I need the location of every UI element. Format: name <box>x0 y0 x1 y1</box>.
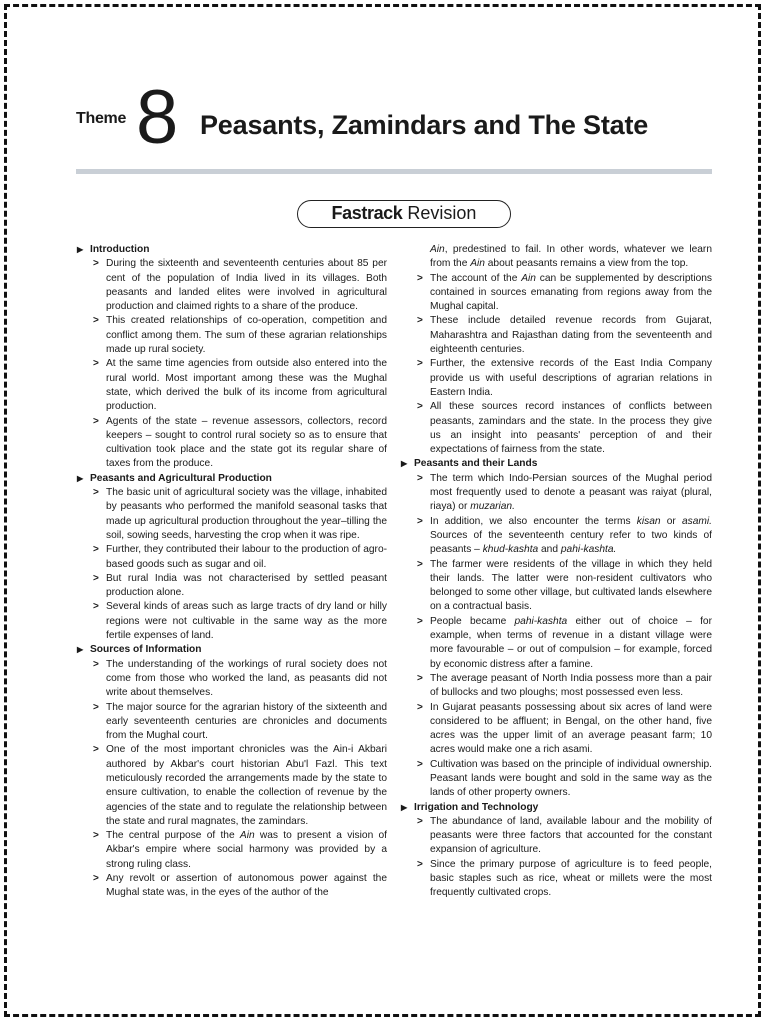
chevron-right-icon: > <box>417 472 423 484</box>
list-item: > Cultivation was based on the principle of individual ownership. Peasant lands were bought and sold in the same way as the lands of other property owners. <box>417 758 712 799</box>
chevron-right-icon: > <box>93 658 99 670</box>
chevron-right-icon: > <box>93 315 99 327</box>
chevron-right-icon: > <box>93 873 99 885</box>
list-item: > During the sixteenth and seventeenth centuries about 85 per cent of the population of India lived in its villages. Both peasants and landed elites were involved in agricultural production and claimed rights to a share of the produce. <box>93 258 387 313</box>
list-item: > Several kinds of areas such as large tracts of dry land or hilly regions were not cultivable in the same way as the more fertile expenses of land. <box>93 601 387 642</box>
triangle-bullet-icon: ▶ <box>401 802 408 812</box>
chevron-right-icon: > <box>417 315 423 327</box>
chevron-right-icon: > <box>417 672 423 684</box>
chevron-right-icon: > <box>417 815 423 827</box>
chevron-right-icon: > <box>417 858 423 870</box>
section-heading: ▶ Peasants and Agricultural Production <box>77 472 387 486</box>
list-item: > In addition, we also encounter the terms kisan or asami. Sources of the seventeenth century refer to two kinds of peasants – khud-kashta and pahi-kashta. <box>417 515 712 556</box>
list-item: > The farmer were residents of the village in which they held their lands. The latter were non-resident cultivators who belonged to some other village, but cultivated lands elsewhere on a contractual basis. <box>417 558 712 613</box>
chevron-right-icon: > <box>417 272 423 284</box>
list-item: > All these sources record instances of conflicts between peasants, zamindars and the state. In the process they give us an insight into peasants' perception of and their expectations of fairness from the state. <box>417 401 712 456</box>
section-heading: ▶ Sources of Information <box>77 643 387 657</box>
chevron-right-icon: > <box>93 830 99 842</box>
chevron-right-icon: > <box>93 487 99 499</box>
list-item: > Any revolt or assertion of autonomous power against the Mughal state was, in the eyes of the author of the <box>93 873 387 899</box>
chevron-right-icon: > <box>93 744 99 756</box>
chevron-right-icon: > <box>93 358 99 370</box>
continued-paragraph: Ain, predestined to fail. In other words, whatever we learn from the Ain about peasants remains a view from the top. <box>430 244 712 270</box>
list-item: > The major source for the agrarian history of the sixteenth and early seventeenth centuries are chronicles and documents from the Mughal court. <box>93 701 387 742</box>
chevron-right-icon: > <box>417 758 423 770</box>
chevron-right-icon: > <box>93 258 99 270</box>
list-item: > This created relationships of co-operation, competition and conflict among them. The sum of these agrarian relationships made up rural society. <box>93 315 387 356</box>
triangle-bullet-icon: ▶ <box>77 473 84 483</box>
theme-label: Theme <box>76 110 127 127</box>
banner-regular-text: Revision <box>402 203 477 223</box>
chevron-right-icon: > <box>93 601 99 613</box>
list-item: > One of the most important chronicles was the Ain-i Akbari authored by Akbar's court historian Abu'l Fazl. This text meticulously recorded the arrangements made by the state to ensure cultivation, to enable the collection of revenue by the agencies of the state and to regulate the relationship between the state and rural magnates, the zamindars. <box>93 744 387 827</box>
list-item: > The average peasant of North India possess more than a pair of bullocks and two ploughs; most possessed even less. <box>417 672 712 699</box>
triangle-bullet-icon: ▶ <box>401 459 408 469</box>
list-item: > At the same time agencies from outside also entered into the rural world. Most important among these was the Mughal state, which derived the bulk of its income from agricultural production. <box>93 358 387 413</box>
chevron-right-icon: > <box>417 401 423 413</box>
chevron-right-icon: > <box>417 515 423 527</box>
section-heading: ▶ Peasants and their Lands <box>401 457 712 471</box>
chevron-right-icon: > <box>93 701 99 713</box>
list-item: > The central purpose of the Ain was to present a vision of Akbar's empire where social harmony was provided by a strong ruling class. <box>93 830 387 870</box>
list-item: > Further, they contributed their labour to the production of agro-based goods such as sugar and oil. <box>93 544 387 570</box>
chevron-right-icon: > <box>417 558 423 570</box>
theme-number: 8 <box>136 75 177 160</box>
list-item: > Since the primary purpose of agriculture is to feed people, basic staples such as rice, wheat or millets were the most frequently cultivated crops. <box>417 858 712 899</box>
list-item: > The basic unit of agricultural society was the village, inhabited by peasants who performed the manifold seasonal tasks that made up agricultural production throughout the year–tilling the soil, sowing seeds, harvesting the crop when it was ripe. <box>93 487 387 541</box>
list-item: > But rural India was not characterised by settled peasant production alone. <box>93 572 387 599</box>
triangle-bullet-icon: ▶ <box>77 245 84 254</box>
chevron-right-icon: > <box>417 615 423 627</box>
list-item: > The account of the Ain can be supplemented by descriptions contained in sources emanating from regions away from the Mughal capital. <box>417 272 713 313</box>
page-title: Peasants, Zamindars and The State <box>200 110 649 140</box>
left-column <box>77 243 387 901</box>
list-item: > These include detailed revenue records from Gujarat, Maharashtra and Rajasthan dating from the seventeenth and eighteenth centuries. <box>417 315 712 356</box>
right-column <box>401 243 712 901</box>
list-item: > The understanding of the workings of rural society does not come from those who worked the land, as peasants did not write about themselves. <box>93 658 387 699</box>
list-item: > Further, the extensive records of the East India Company provide us with useful descriptions of agrarian relations in Eastern India. <box>417 358 712 398</box>
chapter-header <box>76 75 712 160</box>
section-heading: ▶ Irrigation and Technology <box>401 801 712 815</box>
header-divider <box>76 169 712 174</box>
triangle-bullet-icon: ▶ <box>77 645 84 655</box>
banner-bold-text: Fastrack <box>331 203 403 223</box>
fastrack-revision-banner <box>297 200 511 228</box>
list-item: > People became pahi-kashta either out of choice – for example, when terms of revenue in a distant village were more favourable – or out of compulsion – for example, forced by economic distress after a famine. <box>417 615 712 670</box>
chevron-right-icon: > <box>93 415 99 427</box>
list-item: > The abundance of land, available labour and the mobility of peasants were three factors that accounted for the constant expansion of agriculture. <box>417 815 712 856</box>
section-heading: ▶ Introduction <box>77 243 387 257</box>
chevron-right-icon: > <box>417 701 423 713</box>
chevron-right-icon: > <box>93 572 99 584</box>
chevron-right-icon: > <box>417 358 423 370</box>
list-item: > Agents of the state – revenue assessors, collectors, record keepers – sought to control rural society so as to ensure that cultivation took place and the state got its regular share of taxes from the produce. <box>93 415 387 470</box>
list-item: > In Gujarat peasants possessing about six acres of land were considered to be affluent; in Bengal, on the other hand, five acres was the upper limit of an average peasant farm; 10 acres would make one a rich asami. <box>417 701 712 756</box>
list-item: > The term which Indo-Persian sources of the Mughal period most frequently used to denote a peasant was raiyat (plural, riaya) or muzarian. <box>417 472 712 513</box>
chevron-right-icon: > <box>93 544 99 556</box>
